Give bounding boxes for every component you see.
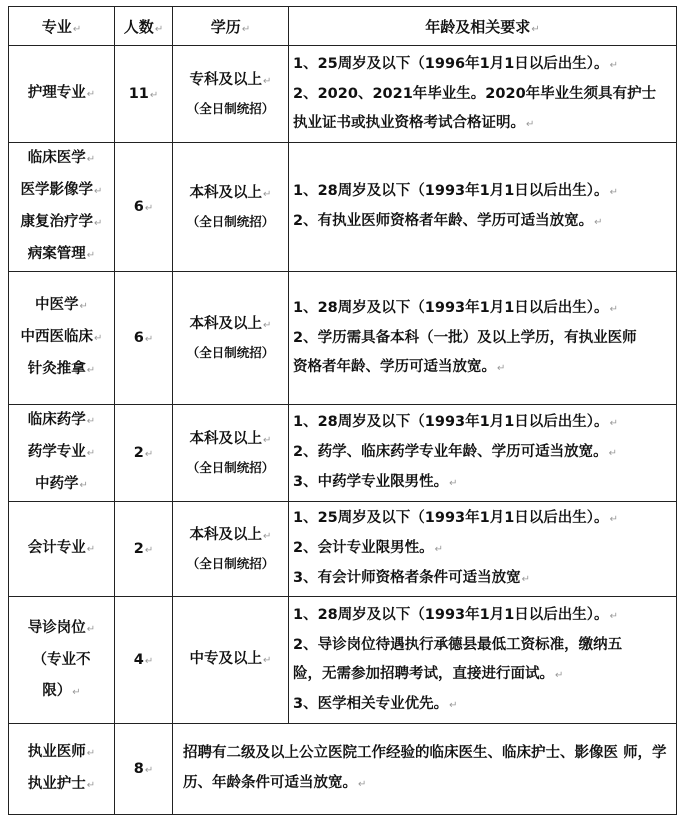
table-row — [9, 46, 677, 143]
count-cell: 6↵ — [115, 143, 173, 272]
count-cell: 4↵ — [115, 597, 173, 724]
table-row — [9, 724, 677, 815]
table-row — [9, 143, 677, 272]
header-requirements: 年龄及相关要求↵ — [289, 7, 677, 46]
requirements-cell: 1、28周岁及以下（1993年1月1日以后出生）。↵ 2、药学、临床药学专业年龄、学历可适当放宽。↵ 3、中药学专业限男性。↵ — [289, 405, 677, 502]
table-row — [9, 502, 677, 597]
count-cell: 2↵ — [115, 502, 173, 597]
requirements-cell: 1、25周岁及以下（1993年1月1日以后出生）。↵ 2、会计专业限男性。↵ 3、有会计师资格者条件可适当放宽↵ — [289, 502, 677, 597]
major-cell: 导诊岗位↵ （专业不 限）↵ — [9, 597, 115, 724]
header-education: 学历↵ — [173, 7, 289, 46]
education-cell: 本科及以上↵ （全日制统招） — [173, 143, 289, 272]
table-row — [9, 405, 677, 502]
requirements-cell: 1、25周岁及以下（1996年1月1日以后出生）。↵ 2、2020、2021年毕业生。2020年毕业生须具有护士 执业证书或执业资格考试合格证明。↵ — [289, 46, 677, 143]
count-cell: 8↵ — [115, 724, 173, 815]
education-cell: 本科及以上↵ （全日制统招） — [173, 502, 289, 597]
education-cell: 本科及以上↵ （全日制统招） — [173, 272, 289, 405]
header-count: 人数↵ — [115, 7, 173, 46]
count-cell: 2↵ — [115, 405, 173, 502]
header-major: 专业↵ — [9, 7, 115, 46]
major-cell: 中医学↵ 中西医临床↵ 针灸推拿↵ — [9, 272, 115, 405]
header-row — [9, 7, 677, 46]
requirements-cell: 1、28周岁及以下（1993年1月1日以后出生）。↵ 2、学历需具备本科（一批）及以上学历，有执业医师 资格者年龄、学历可适当放宽。↵ — [289, 272, 677, 405]
recruitment-table — [8, 6, 677, 815]
merged-requirements-cell: 招聘有二级及以上公立医院工作经验的临床医生、临床护士、影像医 师，学历、年龄条件可适当放宽。↵ — [173, 724, 677, 815]
count-cell: 11↵ — [115, 46, 173, 143]
major-cell: 执业医师↵ 执业护士↵ — [9, 724, 115, 815]
education-cell: 专科及以上↵ （全日制统招） — [173, 46, 289, 143]
table-row — [9, 597, 677, 724]
education-cell: 本科及以上↵ （全日制统招） — [173, 405, 289, 502]
major-cell: 会计专业↵ — [9, 502, 115, 597]
requirements-cell: 1、28周岁及以下（1993年1月1日以后出生）。↵ 2、导诊岗位待遇执行承德县最低工资标准，缴纳五 险，无需参加招聘考试，直接进行面试。↵ 3、医学相关专业优先。↵ — [289, 597, 677, 724]
table-row — [9, 272, 677, 405]
major-cell: 临床医学↵ 医学影像学↵ 康复治疗学↵ 病案管理↵ — [9, 143, 115, 272]
education-cell: 中专及以上↵ — [173, 597, 289, 724]
major-cell: 护理专业↵ — [9, 46, 115, 143]
count-cell: 6↵ — [115, 272, 173, 405]
major-cell: 临床药学↵ 药学专业↵ 中药学↵ — [9, 405, 115, 502]
requirements-cell: 1、28周岁及以下（1993年1月1日以后出生）。↵ 2、有执业医师资格者年龄、学历可适当放宽。↵ — [289, 143, 677, 272]
